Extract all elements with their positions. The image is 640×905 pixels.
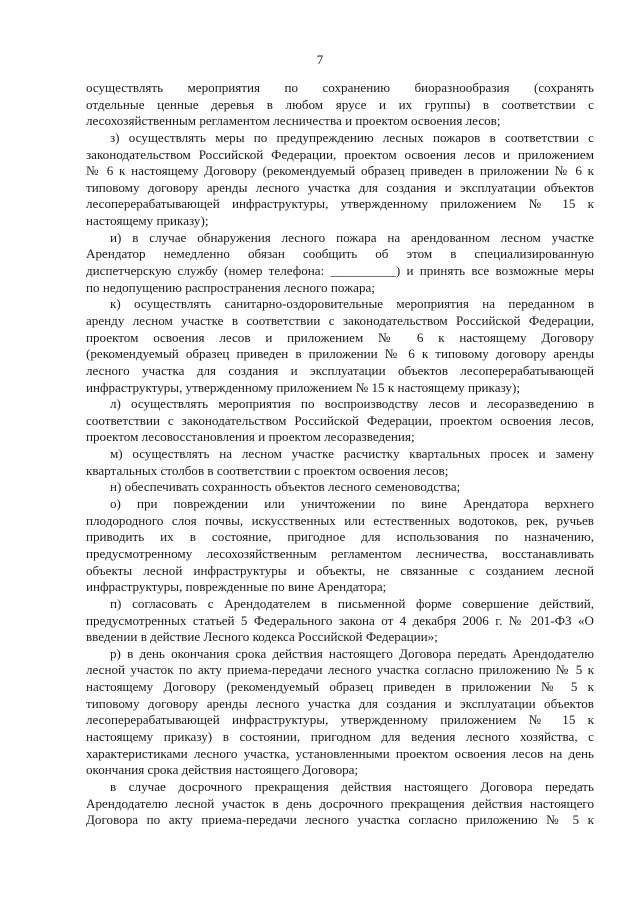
text-line: диспетчерскую службу (номер телефона: __________) и принять все возможные меры xyxy=(86,263,594,279)
text-line: введении в действие Лесного кодекса Российской Федерации»; xyxy=(86,629,438,645)
text-line: типовому договору аренды лесного участка для создания и эксплуатации объектов xyxy=(86,695,594,711)
text-line: приводить их в состояние, пригодное для использования по назначению, xyxy=(86,529,594,545)
paragraph xyxy=(86,446,594,479)
text-line: проектом освоения лесов и приложением № 6 к настоящему Договору xyxy=(86,329,594,345)
paragraph xyxy=(86,646,594,779)
text-line: настоящему приказу) в состоянии, пригодном для ведения лесного хозяйства, с xyxy=(86,728,594,744)
text-line: инфраструктуры, поврежденные по вине Арендатора; xyxy=(86,579,387,595)
text-line: осуществлять мероприятия по сохранению биоразнообразия (сохранять xyxy=(86,80,594,95)
text-line: предусмотренных статьей 5 Федерального закона от 4 декабря 2006 г. № 201-ФЗ «О xyxy=(86,612,594,628)
text-line: лесной участок по акту приема-передачи лесного участка согласно приложению № 5 к xyxy=(86,662,594,678)
text-line: м) осуществлять на лесном участке расчистку квартальных просек и замену xyxy=(110,446,594,462)
text-line: (рекомендуемый образец приведен в приложении № 6 к типовому договору аренды xyxy=(86,346,594,362)
text-line: Арендодателю лесной участок в день досрочного прекращения действия настоящего xyxy=(86,795,594,811)
text-line: квартальных столбов в соответствии с проектом освоения лесов; xyxy=(86,462,449,478)
text-line: в случае досрочного прекращения действия настоящего Договора передать xyxy=(110,778,594,794)
paragraph xyxy=(86,80,594,130)
text-line: л) осуществлять мероприятия по воспроизводству лесов и лесоразведению в xyxy=(110,396,594,412)
text-line: инфраструктуры, утвержденному приложением № 15 к настоящему приказу); xyxy=(86,379,520,395)
text-line: з) осуществлять меры по предупреждению лесных пожаров в соответствии с xyxy=(110,129,594,145)
paragraph xyxy=(86,296,594,396)
text-line: характеристиками лесного участка, установленными проектом освоения лесов на день xyxy=(86,745,594,761)
text-line: проектом лесовосстановления и проектом лесоразведения; xyxy=(86,429,415,445)
text-line: к) осуществлять санитарно-оздоровительные мероприятия на переданном в xyxy=(110,296,594,312)
paragraph xyxy=(86,479,594,496)
text-line: и) в случае обнаружения лесного пожара на арендованном лесном участке xyxy=(110,229,594,245)
text-line: № 6 к настоящему Договору (рекомендуемый образец приведен в приложении № 6 к xyxy=(86,163,594,179)
text-line: объекты лесной инфраструктуры и объекты, не связанные с созданием лесной xyxy=(86,562,594,578)
text-line: аренду лесном участке в соответствии с законодательством Российской Федерации, xyxy=(86,312,594,328)
text-line: соответствии с законодательством Российской Федерации, проектом освоения лесов, xyxy=(86,412,594,428)
text-line: лесохозяйственным регламентом лесничества и проектом освоения лесов; xyxy=(86,113,501,129)
text-line: плодородного слоя почвы, искусственных или естественных водотоков, рек, ручьев xyxy=(86,512,594,528)
text-line: р) в день окончания срока действия настоящего Договора передать Арендодателю xyxy=(110,645,594,661)
document-body xyxy=(86,80,594,829)
text-line: н) обеспечивать сохранность объектов лесного семеноводства; xyxy=(110,479,461,495)
paragraph xyxy=(86,496,594,596)
paragraph xyxy=(86,130,594,230)
paragraph xyxy=(86,596,594,646)
text-line: Арендатор немедленно обязан сообщить об этом в специализированную xyxy=(86,246,594,262)
paragraph xyxy=(86,779,594,829)
text-line: предусмотренному лесохозяйственным регламентом лесничества, восстанавливать xyxy=(86,545,594,561)
text-line: отдельные ценные деревья в любом ярусе и их группы) в соответствии с xyxy=(86,96,594,112)
paragraph xyxy=(86,230,594,297)
text-line: настоящему Договору (рекомендуемый образец приведен в приложении № 5 к xyxy=(86,679,594,695)
text-line: п) согласовать с Арендодателем в письменной форме совершение действий, xyxy=(110,595,594,611)
text-line: типовому договору аренды лесного участка для создания и эксплуатации объектов xyxy=(86,179,594,195)
text-line: лесоперерабатывающей инфраструктуры, утвержденному приложением № 15 к xyxy=(86,196,594,212)
text-line: настоящему приказу); xyxy=(86,213,209,229)
text-line: Договора по акту приема-передачи лесного участка согласно приложению № 5 к xyxy=(86,812,594,828)
text-line: по недопущению распространения лесного пожара; xyxy=(86,279,375,295)
paragraph xyxy=(86,396,594,446)
page-number: 7 xyxy=(316,52,324,67)
text-line: законодательством Российской Федерации, проектом освоения лесов и приложением xyxy=(86,146,594,162)
text-line: лесного участка для создания и эксплуатации объектов лесоперерабатывающей xyxy=(86,362,594,378)
text-line: лесоперерабатывающей инфраструктуры, утвержденному приложением № 15 к xyxy=(86,712,594,728)
text-line: окончания срока действия настоящего Договора; xyxy=(86,762,359,778)
text-line: о) при повреждении или уничтожении по вине Арендатора верхнего xyxy=(110,496,594,512)
